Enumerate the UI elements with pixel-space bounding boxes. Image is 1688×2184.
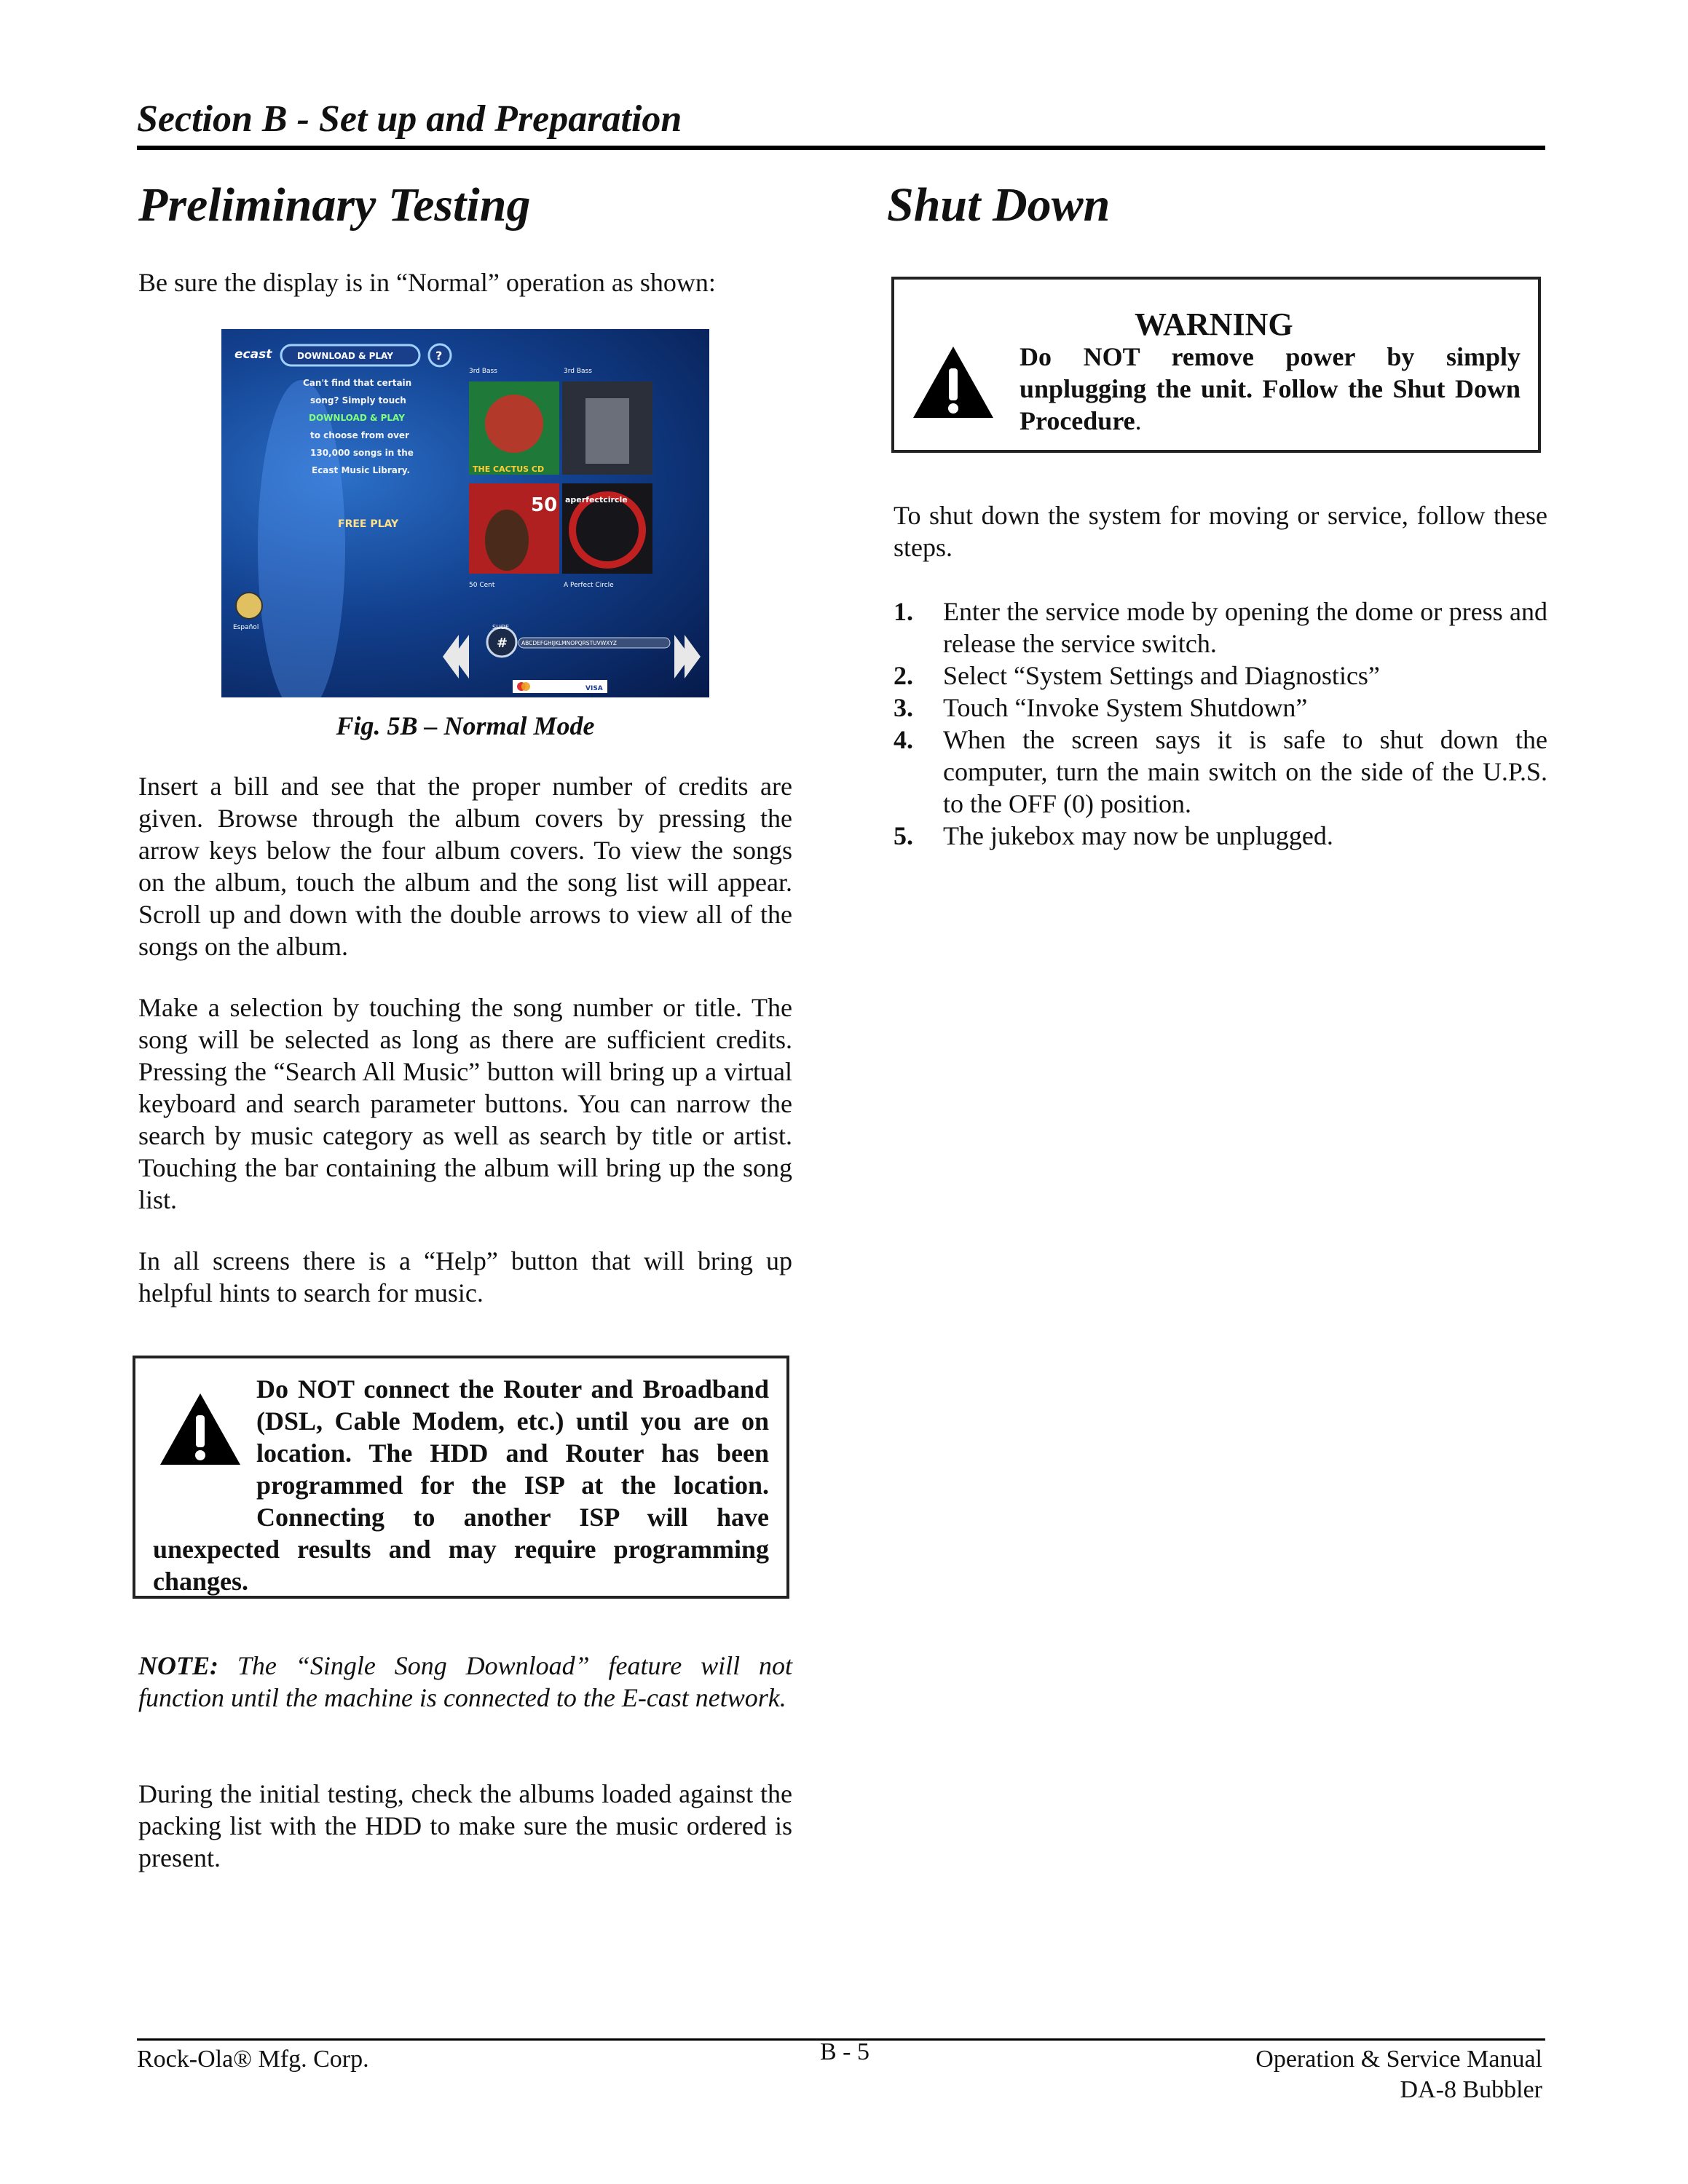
svg-text:3rd Bass: 3rd Bass xyxy=(469,368,497,375)
svg-text:3rd Bass: 3rd Bass xyxy=(564,368,592,375)
section-header: Section B - Set up and Preparation xyxy=(137,98,682,140)
paragraph-4: During the initial testing, check the albums loaded against the packing list with the HDD to make sure the music ordered is present. xyxy=(138,1779,792,1872)
warning-triangle-icon xyxy=(157,1390,243,1468)
warning-triangle-icon xyxy=(910,344,996,421)
svg-text:VISA: VISA xyxy=(585,685,603,692)
paragraph-1: Insert a bill and see that the proper number of credits are given. Browse through the album covers by pressing the arrow keys below the four album covers. To view the songs on the album, touch the album and the song list will appear. Scroll up and down with the double arrows to view all of the songs on the album. xyxy=(138,772,792,961)
svg-text:DOWNLOAD & PLAY: DOWNLOAD & PLAY xyxy=(297,351,393,361)
svg-text:aperfectcircle: aperfectcircle xyxy=(565,495,628,505)
header-rule xyxy=(137,146,1545,150)
svg-text:DOWNLOAD & PLAY: DOWNLOAD & PLAY xyxy=(309,413,405,423)
footer-page-number: B - 5 xyxy=(820,2038,869,2065)
note-paragraph xyxy=(138,1650,792,1714)
footer-company: Rock-Ola® Mfg. Corp. xyxy=(137,2046,369,2073)
svg-text:song? Simply touch: song? Simply touch xyxy=(310,395,406,405)
svg-text:to choose from over: to choose from over xyxy=(310,430,409,440)
svg-text:50 Cent: 50 Cent xyxy=(469,582,495,589)
router-warning-text: Do NOT connect the Router and Broadband (DSL, Cable Modem, etc.) until you are on location. The HDD and Router has been programmed for the ISP at the location. Connecting to another ISP will have unexpected results and may require programming changes. xyxy=(153,1374,769,1596)
free-play-label: FREE PLAY xyxy=(338,518,399,530)
warning-title: WARNING xyxy=(1135,306,1293,342)
svg-text:ABCDEFGHIJKLMNOPQRSTUVWXYZ: ABCDEFGHIJKLMNOPQRSTUVWXYZ xyxy=(521,640,618,646)
shutdown-warning-box xyxy=(891,277,1541,453)
footer-manual-title: Operation & Service Manual xyxy=(1255,2046,1542,2073)
shutdown-warning-bold: Do NOT remove power by simply unplugging the unit. Follow the Shut Down Procedure xyxy=(1019,342,1521,435)
espanol-button xyxy=(236,593,262,619)
step-item: 3. Touch “Invoke System Shutdown” xyxy=(894,693,1308,722)
preliminary-testing-title: Preliminary Testing xyxy=(138,178,531,232)
svg-text:A Perfect Circle: A Perfect Circle xyxy=(564,582,614,589)
note-text: The “Single Song Download” feature will not function until the machine is connected to the E-cast network. xyxy=(138,1651,792,1712)
note-label: NOTE: xyxy=(138,1651,218,1680)
svg-text:50: 50 xyxy=(531,494,558,516)
svg-text:130,000 songs in the: 130,000 songs in the xyxy=(310,448,414,458)
router-warning-box xyxy=(133,1356,789,1599)
ecast-logo: ecast xyxy=(234,347,272,362)
shutdown-intro: To shut down the system for moving or service, follow these steps. xyxy=(894,501,1547,562)
shut-down-title: Shut Down xyxy=(887,178,1111,232)
shutdown-warning-text xyxy=(1019,341,1521,437)
footer-manual-model: DA-8 Bubbler xyxy=(1400,2076,1542,2103)
svg-text:#: # xyxy=(497,636,508,651)
step-item: 1. Enter the service mode by opening the dome or press and release the service switch. xyxy=(894,597,1547,658)
svg-text:THE CACTUS CD: THE CACTUS CD xyxy=(473,464,545,474)
shutdown-warning-end: . xyxy=(1135,406,1142,435)
warning-icon-wrap xyxy=(157,1390,239,1522)
svg-text:Ecast Music Library.: Ecast Music Library. xyxy=(312,465,411,475)
intro-text: Be sure the display is in “Normal” operation as shown: xyxy=(138,268,716,297)
figure-caption: Fig. 5B – Normal Mode xyxy=(336,711,595,740)
step-item: 5. The jukebox may now be unplugged. xyxy=(894,821,1333,850)
svg-text:SLIDE: SLIDE xyxy=(492,624,510,630)
svg-text:Can't find that certain: Can't find that certain xyxy=(303,378,412,388)
svg-text:Español: Español xyxy=(233,624,259,631)
jukebox-normal-mode-screenshot xyxy=(221,329,709,697)
step-item: 4. When the screen says it is safe to shut down the computer, turn the main switch on the side of the U.P.S. to the OFF (0) position. xyxy=(894,725,1547,818)
paragraph-3: In all screens there is a “Help” button that will bring up helpful hints to search for music. xyxy=(138,1246,792,1307)
step-item: 2. Select “System Settings and Diagnostics” xyxy=(894,661,1380,690)
svg-text:?: ? xyxy=(435,349,443,363)
shutdown-steps xyxy=(894,596,1547,852)
paragraph-2: Make a selection by touching the song number or title. The song will be selected as long as there are sufficient credits. Pressing the “Search All Music” button will bring up a virtual keyboard and search parameter buttons. You can narrow the search by music category as well as search by title or artist. Touching the bar containing the album will bring up the song list. xyxy=(138,993,792,1214)
